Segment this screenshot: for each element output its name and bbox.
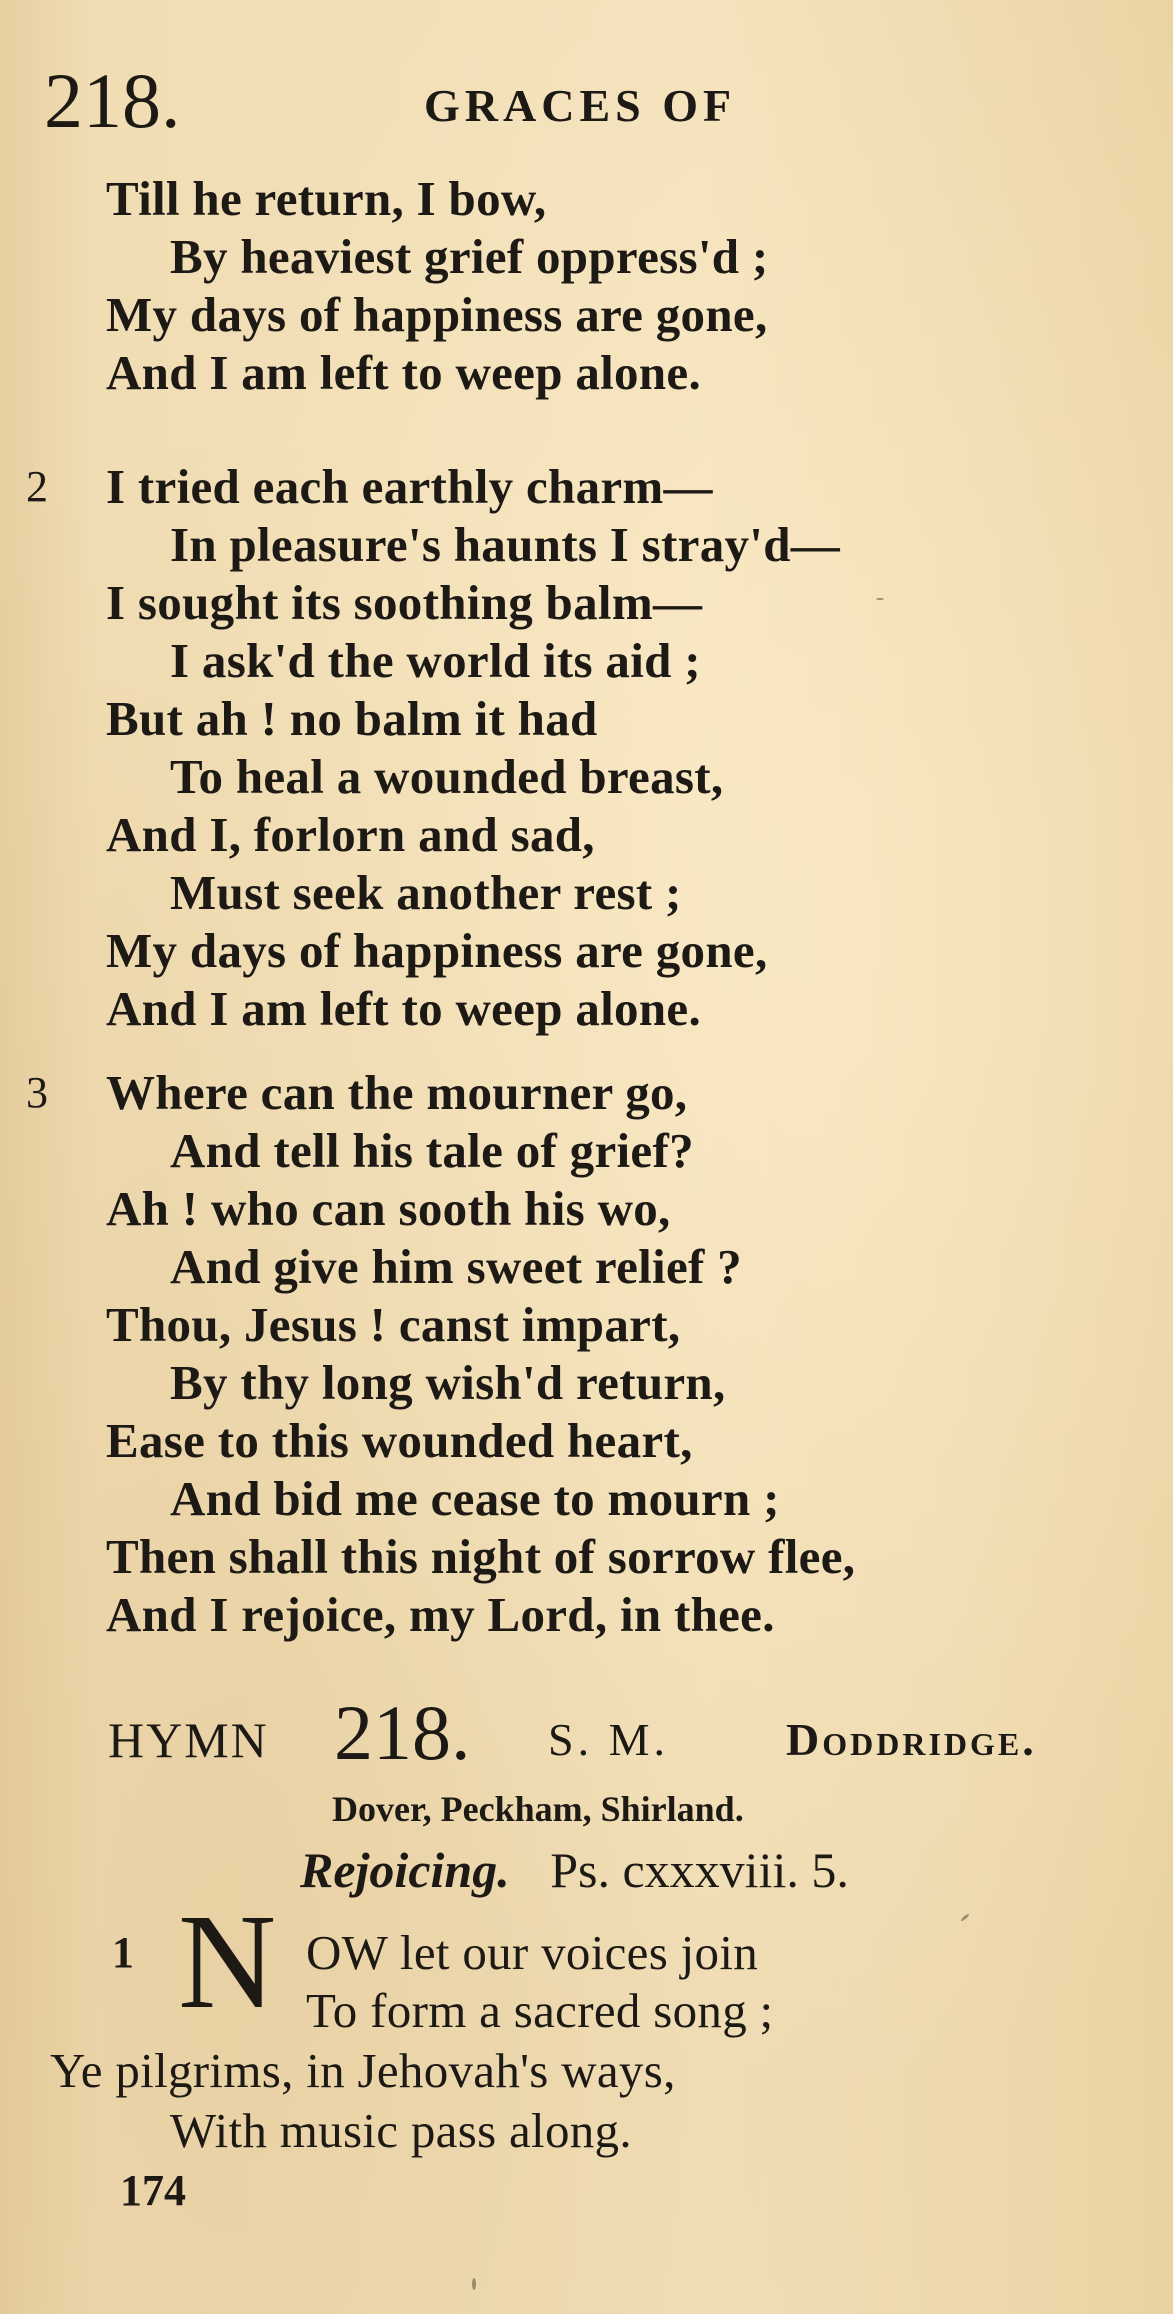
verse-line: With music pass along. (170, 2103, 632, 2158)
verse-line: To heal a wounded breast, (170, 749, 724, 804)
running-title: GRACES OF (424, 80, 737, 131)
verse-line: And I am left to weep alone. (106, 345, 701, 400)
hymn-meter: S. M. (548, 1714, 669, 1765)
verse-line: Must seek another rest ; (170, 865, 682, 920)
ink-speck (960, 1913, 970, 1922)
hymn-heading (108, 1688, 1168, 1778)
verse-line: My days of happiness are gone, (106, 287, 768, 342)
verse-line: I tried each earthly charm— (106, 459, 713, 514)
verse-line: Then shall this night of sorrow flee, (106, 1529, 856, 1584)
verse-number: 2 (26, 462, 48, 511)
subject-title: Rejoicing. (300, 1842, 510, 1898)
verse-line: By heaviest grief oppress'd ; (170, 229, 769, 284)
verse-line: In pleasure's haunts I stray'd— (170, 517, 841, 572)
page-number: 218. (44, 57, 181, 144)
verse-line: My days of happiness are gone, (106, 923, 768, 978)
hymn-tunes: Dover, Peckham, Shirland. (332, 1789, 744, 1829)
verse-line: I sought its soothing balm— (106, 575, 703, 630)
verse-line: Till he return, I bow, (106, 171, 547, 226)
verse-line: And I am left to weep alone. (106, 981, 701, 1036)
verse-line: And tell his tale of grief? (170, 1123, 694, 1178)
verse-line: And I rejoice, my Lord, in thee. (106, 1587, 775, 1642)
folio-number: 174 (120, 2166, 186, 2215)
verse-line: To form a sacred song ; (306, 1983, 774, 2038)
verse-line: By thy long wish'd return, (170, 1355, 726, 1410)
verse-line: Ye pilgrims, in Jehovah's ways, (50, 2043, 676, 2098)
ink-speck (472, 2278, 476, 2290)
hymn-label: HYMN (108, 1712, 269, 1768)
verse-line: Thou, Jesus ! canst impart, (106, 1297, 681, 1352)
verse-line: Ease to this wounded heart, (106, 1413, 693, 1468)
hymn-author: Doddridge. (786, 1714, 1037, 1765)
verse-line: But ah ! no balm it had (106, 691, 598, 746)
verse-line: Ah ! who can sooth his wo, (106, 1181, 671, 1236)
verse-line: Where can the mourner go, (106, 1065, 688, 1120)
hymn-number: 218. (334, 1689, 471, 1776)
verse-line: And give him sweet relief ? (170, 1239, 742, 1294)
hymn-subject (300, 1840, 849, 1900)
verse-line: I ask'd the world its aid ; (170, 633, 701, 688)
verse-number: 1 (112, 1928, 134, 1977)
verse-line: And bid me cease to mourn ; (170, 1471, 780, 1526)
ink-speck (876, 598, 884, 600)
scripture-reference: Ps. cxxxviii. 5. (550, 1842, 849, 1898)
verse-number: 3 (26, 1068, 48, 1117)
verse-line: And I, forlorn and sad, (106, 807, 595, 862)
page-header (44, 56, 1144, 146)
verse-line: OW let our voices join (306, 1925, 759, 1980)
drop-cap: N (178, 1887, 277, 2037)
